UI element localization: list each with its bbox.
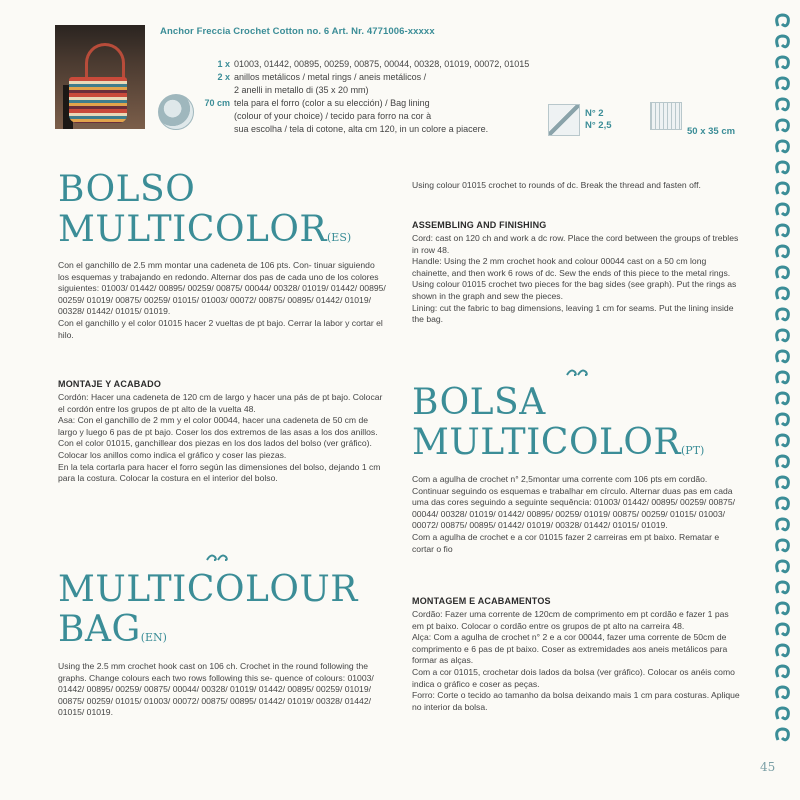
paragraph: Con el color 01015, ganchillear dos piezas en los dos lados del bolso (ver gráfico). Colocar los anillos como indica el gráfico y coser las piezas. <box>58 438 372 460</box>
title-es-line2 <box>58 210 351 258</box>
material-text: 2 anelli in metallo di (35 x 20 mm) <box>234 85 369 95</box>
paragraph: Lining: cut the fabric to bag dimensions, leaving 1 cm for seams. Put the lining inside the bag. <box>412 302 734 325</box>
yarn-ball-icon <box>158 94 194 130</box>
title-en-line1: MULTICOLOUR <box>58 569 358 610</box>
material-qty: 1 x <box>217 59 230 69</box>
finished-size: 50 x 35 cm <box>687 126 736 137</box>
paragraph: Cord: cast on 120 ch and work a dc row. Place the cord between the groups of trebles in row 48. <box>412 233 739 255</box>
paragraph: Com a agulha de crochet n° 2,5montar uma corrente com 106 pts em cordão. Continuar seguindo os esquemas e trabalhar em círculo. Alternar duas pas em cada uma das cores seguindo a seguinte sequência: 01003/ 01442/ 00895/ 00259/ 00875/ 00044/ 00328/ 01019/ 01442/ 00895/ 00259/ 01019/ 00875/ 00259/ 01015/ 01003/ 00072/ 00875/ 00895/ 01442/ 01019/ 00328/ 01442/ 01015/ 01019. <box>412 474 735 531</box>
es-pattern-text <box>58 260 388 341</box>
wave-border <box>772 6 794 752</box>
en-assembly-text <box>412 233 742 326</box>
product-title: Anchor Freccia Crochet Cotton no. 6 Art. Nr. 4771006-xxxxx <box>160 26 435 37</box>
material-text: (colour of your choice) / tecido para forro na cor à <box>234 111 432 121</box>
paragraph: Con el ganchillo de 2.5 mm montar una cadeneta de 106 pts. Con- tinuar siguiendo los esquemas y trabajando en redondo. Alternar dos pas de cada uno de los colores siguientes: 01003/ 01442/ 00895/ 00259/ 00875/ 00044/ 00328/ 01019/ 01442/ 00895/ 00259/ 01019/ 00875/ 00259/ 01015/ 01003/ 00072/ 00875/ 00895/ 01442/ 01019/ 00328/ 01442/ 01015/ 01019. <box>58 260 386 317</box>
hook-size: N° 2,5 <box>585 120 612 131</box>
title-pt-line1: BOLSA <box>412 382 546 423</box>
paragraph: Cordón: Hacer una cadeneta de 120 cm de largo y hacer una pás de pt bajo. Colocar el cordón entre los grupos de pt alto de la vuelta 48. <box>58 392 383 414</box>
paragraph: Using colour 01015 crochet to rounds of dc. Break the thread and fasten off. <box>412 180 701 190</box>
es-assembly-text <box>58 392 388 485</box>
lang-code: (ES) <box>327 231 352 244</box>
material-text: anillos metálicos / metal rings / aneis metálicos / <box>234 72 427 82</box>
measure-tape-icon <box>650 102 682 130</box>
paragraph: Alça: Com a agulha de crochet n° 2 e a cor 00044, fazer uma corrente de 50cm de comprimento e 6 pas de pt baixo. Coser as extremidades aos aneis metálicos para formar as alças. <box>412 632 728 666</box>
wave-ornament <box>565 367 595 377</box>
pt-pattern-text <box>412 474 742 555</box>
paragraph: Com a agulha de crochet e a cor 01015 fazer 2 carreiras em pt baixo. Rematar e cortar o fio <box>412 531 720 554</box>
en-continued-text <box>412 180 742 192</box>
pt-assembly-text <box>412 609 742 713</box>
title-text: BAG <box>58 609 141 650</box>
paragraph: Handle: Using the 2 mm crochet hook and colour 00044 cast on a 50 cm long chainette, and then work 6 rows of dc. Sew the ends of this piece to the metal rings. <box>412 256 731 278</box>
material-row <box>200 71 426 84</box>
en-subhead: ASSEMBLING AND FINISHING <box>412 220 547 230</box>
pt-subhead: MONTAGEM E ACABAMENTOS <box>412 596 551 606</box>
paragraph: Using colour 01015 crochet two pieces for the bag sides (see graph). Put the rings as shown in the graph and sew the pieces. <box>412 279 737 301</box>
title-es-line1: BOLSO <box>58 169 196 210</box>
page-number: 45 <box>760 760 776 774</box>
lang-code: (PT) <box>681 444 705 457</box>
paragraph: En la tela cortarla para hacer el forro según las dimensiones del bolso, dejando 1 cm para la costura. Colocar la costura en el interior del bolso. <box>58 461 381 484</box>
material-text: tela para el forro (color a su elección) / Bag lining <box>234 98 430 108</box>
crochet-hook-icon <box>548 104 580 136</box>
bag-photo <box>55 25 145 129</box>
lang-code: (EN) <box>140 631 167 644</box>
title-text: MULTICOLOR <box>412 422 681 463</box>
material-qty: 2 x <box>217 72 230 82</box>
paragraph: Using the 2.5 mm crochet hook cast on 106 ch. Crochet in the round following the graphs. Change colours each two rows following this se- quence of colours: 01003/ 01442/ 00895/ 00259/ 00875/ 00044/ 00328/ 01019/ 01442/ 00895/ 00259/ 01019/ 00875/ 00259/ 01015/ 01003/ 00072/ 00875/ 00895/ 01442/ 01019/ 00328/ 01442/ 01015/ 01019. <box>58 661 374 718</box>
title-en-line2 <box>58 610 167 658</box>
hook-size: N° 2 <box>585 108 604 119</box>
paragraph: Con el ganchillo y el color 01015 hacer 2 vueltas de pt bajo. Cerrar la labor y cortar el hilo. <box>58 317 383 340</box>
material-qty: 70 cm <box>204 98 230 108</box>
paragraph: Asa: Con el ganchillo de 2 mm y el color 00044, hacer una cadeneta de 50 cm de largo y luego 6 pas de pt bajo. Coser los dos extremos de las asas a los dos anillos. <box>58 415 378 437</box>
hook-sizes <box>585 108 612 132</box>
title-pt-line2 <box>412 423 704 471</box>
material-text: sua escolha / tela di cotone, alta cm 120, in un colore a piacere. <box>234 124 489 134</box>
es-subhead: MONTAJE Y ACABADO <box>58 379 162 389</box>
paragraph: Com a cor 01015, crochetar dois lados da bolsa (ver gráfico). Colocar os anéis como indica o gráfico e coser as peças. <box>412 666 735 689</box>
material-text: 01003, 01442, 00895, 00259, 00875, 00044, 00328, 01019, 00072, 01015 <box>234 59 530 69</box>
paragraph: Cordão: Fazer uma corrente de 120cm de comprimento em pt cordão e fazer 1 pas em pt baixo. Colocar o cordão entre os grupos de pt alto na carreira 48. <box>412 609 729 631</box>
wave-ornament <box>205 552 235 562</box>
material-row <box>200 97 430 110</box>
paragraph: Forro: Corte o tecido ao tamanho da bolsa deixando mais 1 cm para costuras. Aplique no interior da bolsa. <box>412 690 740 712</box>
title-text: MULTICOLOR <box>58 209 327 250</box>
en-pattern-text <box>58 661 388 719</box>
material-row <box>200 58 529 71</box>
striped-bag <box>69 77 127 123</box>
